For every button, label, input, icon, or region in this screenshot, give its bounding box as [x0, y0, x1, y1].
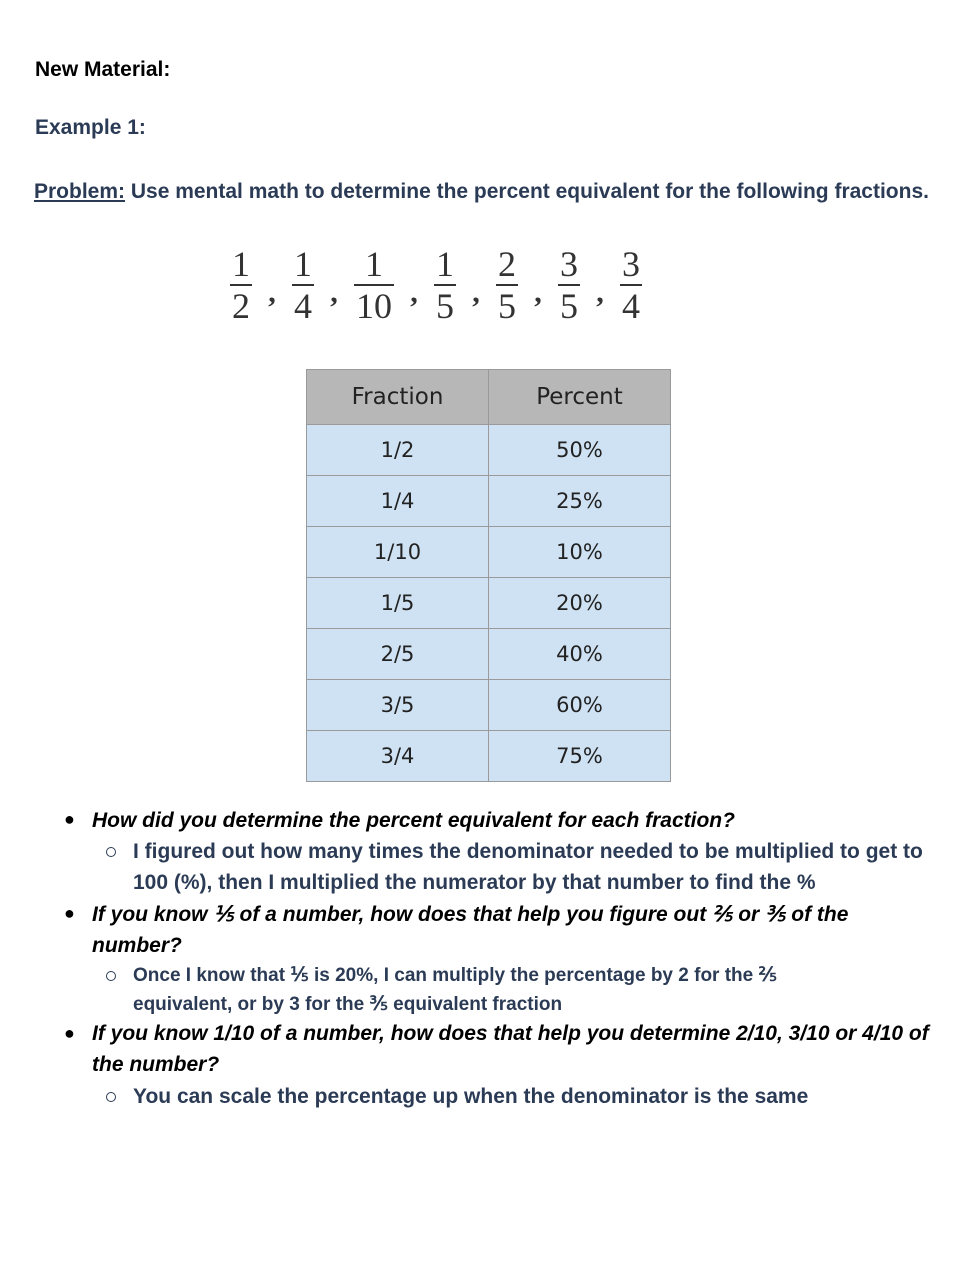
numerator: 1 — [232, 244, 250, 284]
denominator: 2 — [232, 286, 250, 326]
fraction-cell: 2/5 — [307, 629, 489, 680]
percent-cell: 75% — [489, 731, 671, 782]
percent-cell: 40% — [489, 629, 671, 680]
table-row — [307, 680, 671, 731]
problem-text: Use mental math to determine the percent equivalent for the following fractions. — [125, 180, 929, 203]
numerator: 1 — [294, 244, 312, 284]
new-material-heading: New Material: — [35, 58, 171, 81]
comma-separator: , — [268, 276, 276, 309]
denominator: 4 — [622, 286, 640, 326]
problem-label: Problem: — [34, 180, 126, 203]
table-row — [307, 527, 671, 578]
fraction-percent-table — [306, 369, 671, 782]
comma-separator: , — [472, 276, 480, 309]
denominator: 5 — [436, 286, 454, 326]
column-header-fraction: Fraction — [307, 370, 489, 425]
circle-bullet-icon — [106, 1092, 116, 1102]
numerator: 1 — [436, 244, 454, 284]
table-header-row — [307, 370, 671, 425]
bullet-icon: ● — [64, 1023, 75, 1043]
fraction — [354, 246, 394, 324]
problem-statement — [34, 178, 934, 205]
denominator: 5 — [560, 286, 578, 326]
table-row — [307, 425, 671, 476]
numerator: 2 — [498, 244, 516, 284]
denominator: 10 — [356, 286, 392, 326]
fraction — [496, 246, 518, 324]
fraction — [292, 246, 314, 324]
bullet-icon: ● — [64, 903, 75, 923]
fraction-cell: 1/5 — [307, 578, 489, 629]
denominator: 5 — [498, 286, 516, 326]
question-2: If you know ⅕ of a number, how does that help you figure out ⅖ or ⅗ of the number? — [92, 903, 849, 957]
fraction — [230, 246, 252, 324]
fraction — [434, 246, 456, 324]
question-3: If you know 1/10 of a number, how does that help you determine 2/10, 3/10 or 4/10 of the number? — [92, 1022, 929, 1076]
numerator: 1 — [365, 244, 383, 284]
table-row — [307, 578, 671, 629]
percent-cell: 50% — [489, 425, 671, 476]
denominator: 4 — [294, 286, 312, 326]
fraction-cell: 1/10 — [307, 527, 489, 578]
table-row — [307, 731, 671, 782]
answer-2: Once I know that ⅕ is 20%, I can multiply the percentage by 2 for the ⅖ equivalent, or by 3 for the ⅗ equivalent fraction — [133, 965, 777, 1015]
percent-cell: 10% — [489, 527, 671, 578]
example-heading: Example 1: — [35, 116, 146, 139]
column-header-percent: Percent — [489, 370, 671, 425]
comma-separator: , — [330, 276, 338, 309]
circle-bullet-icon — [106, 847, 116, 857]
comma-separator: , — [534, 276, 542, 309]
circle-bullet-icon — [106, 971, 116, 981]
fraction-cell: 1/4 — [307, 476, 489, 527]
fraction — [558, 246, 580, 324]
answer-1: I figured out how many times the denominator needed to be multiplied to get to 100 (%), then I multiplied the numerator by that number to find the % — [133, 840, 923, 894]
percent-cell: 20% — [489, 578, 671, 629]
table-row — [307, 476, 671, 527]
fraction-cell: 3/4 — [307, 731, 489, 782]
fraction — [620, 246, 642, 324]
answer-3: You can scale the percentage up when the denominator is the same — [133, 1085, 809, 1108]
bullet-icon: ● — [64, 809, 75, 829]
comma-separator: , — [596, 276, 604, 309]
comma-separator: , — [410, 276, 418, 309]
table-row — [307, 629, 671, 680]
percent-cell: 60% — [489, 680, 671, 731]
fraction-list — [230, 244, 642, 326]
fraction-cell: 3/5 — [307, 680, 489, 731]
fraction-cell: 1/2 — [307, 425, 489, 476]
numerator: 3 — [622, 244, 640, 284]
question-1: How did you determine the percent equivalent for each fraction? — [92, 809, 735, 832]
numerator: 3 — [560, 244, 578, 284]
percent-cell: 25% — [489, 476, 671, 527]
